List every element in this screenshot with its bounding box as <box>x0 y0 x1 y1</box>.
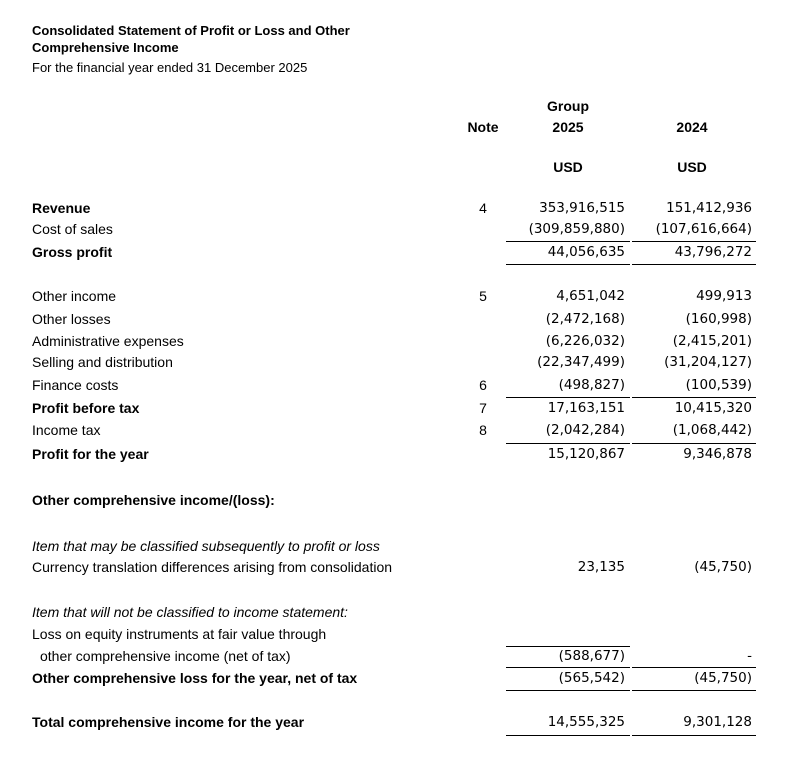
row-cost-of-sales <box>0 221 809 243</box>
subtotal-rule <box>632 443 756 444</box>
value-2025: 4,651,042 <box>556 288 625 304</box>
row-gross-profit <box>0 244 809 266</box>
value-2024: (160,998) <box>685 311 752 327</box>
value-2024: 10,415,320 <box>674 400 752 416</box>
row-currency-translation <box>0 559 809 581</box>
row-other-comprehensive-loss <box>0 670 809 692</box>
value-2024: (1,068,442) <box>672 422 752 438</box>
subsection-heading: Item that may be classified subsequently to profit or loss <box>32 538 380 554</box>
row-selling-and-distribution <box>0 354 809 376</box>
value-2025: 17,163,151 <box>547 400 625 416</box>
value-2024: (100,539) <box>685 377 752 393</box>
value-2025: 14,555,325 <box>547 714 625 730</box>
currency-current-header: USD <box>553 159 583 175</box>
row-label: Finance costs <box>32 377 119 393</box>
value-2025: 353,916,515 <box>539 200 625 216</box>
value-2025: 44,056,635 <box>547 244 625 260</box>
total-rule <box>632 735 756 736</box>
value-2025: (498,827) <box>558 377 625 393</box>
total-rule <box>632 264 756 265</box>
row-label: Other comprehensive loss for the year, net of tax <box>32 670 358 686</box>
value-2025: (2,042,284) <box>545 422 625 438</box>
subtotal-rule <box>632 241 756 242</box>
value-2024: (45,750) <box>694 670 752 686</box>
value-2025: (22,347,499) <box>537 354 625 370</box>
row-finance-costs <box>0 377 809 399</box>
subtotal-rule <box>506 397 630 398</box>
row-label: Profit for the year <box>32 446 149 462</box>
row-label: Revenue <box>32 200 91 216</box>
row-label: Other losses <box>32 311 111 327</box>
row-label: Cost of sales <box>32 221 113 237</box>
row-note: 8 <box>479 422 487 438</box>
statement-title-line-2: Comprehensive Income <box>32 40 179 55</box>
row-note: 7 <box>479 400 487 416</box>
value-2025: 15,120,867 <box>547 446 625 462</box>
row-profit-before-tax <box>0 400 809 422</box>
row-note: 6 <box>479 377 487 393</box>
row-profit-for-the-year <box>0 446 809 468</box>
group-header: Group <box>547 98 589 114</box>
row-other-losses <box>0 311 809 333</box>
subtotal-rule <box>506 667 630 668</box>
value-2024: (107,616,664) <box>655 221 752 237</box>
row-equity-instruments-line-1 <box>0 626 809 648</box>
subsection-heading: Item that will not be classified to income statement: <box>32 604 348 620</box>
total-rule <box>506 690 630 691</box>
value-2025: (2,472,168) <box>545 311 625 327</box>
value-2024: 499,913 <box>696 288 752 304</box>
year-current-header: 2025 <box>552 119 584 135</box>
statement-period: For the financial year ended 31 December 2025 <box>32 60 308 75</box>
row-label: other comprehensive income (net of tax) <box>40 648 291 664</box>
value-2025: 23,135 <box>577 559 625 575</box>
section-heading: Other comprehensive income/(loss): <box>32 492 275 508</box>
total-rule <box>506 735 630 736</box>
value-2024: 9,346,878 <box>683 446 752 462</box>
value-2025: (309,859,880) <box>528 221 625 237</box>
row-label: Other income <box>32 288 117 304</box>
row-administrative-expenses <box>0 333 809 355</box>
subtotal-rule <box>506 646 630 647</box>
value-2024: 9,301,128 <box>683 714 752 730</box>
value-2024: - <box>747 648 752 664</box>
value-2024: 151,412,936 <box>666 200 752 216</box>
row-non-reclassifiable-heading <box>0 604 809 626</box>
row-total-comprehensive-income <box>0 714 809 736</box>
row-label: Administrative expenses <box>32 333 184 349</box>
note-header: Note <box>467 119 499 135</box>
row-oci-heading <box>0 492 809 514</box>
total-rule <box>506 264 630 265</box>
row-label: Total comprehensive income for the year <box>32 714 305 730</box>
row-income-tax <box>0 422 809 444</box>
currency-prior-header: USD <box>677 159 707 175</box>
subtotal-rule <box>632 397 756 398</box>
row-label: Gross profit <box>32 244 113 260</box>
subtotal-rule <box>506 241 630 242</box>
year-prior-header: 2024 <box>676 119 708 135</box>
value-2024: 43,796,272 <box>674 244 752 260</box>
row-label: Profit before tax <box>32 400 140 416</box>
row-label: Selling and distribution <box>32 354 173 370</box>
row-other-income <box>0 288 809 310</box>
value-2025: (588,677) <box>558 648 625 664</box>
subtotal-rule <box>506 443 630 444</box>
value-2024: (2,415,201) <box>672 333 752 349</box>
value-2025: (565,542) <box>558 670 625 686</box>
statement-title-line-1: Consolidated Statement of Profit or Loss and Other <box>32 23 350 38</box>
row-label: Loss on equity instruments at fair value through <box>32 626 327 642</box>
row-note: 5 <box>479 288 487 304</box>
value-2024: (45,750) <box>694 559 752 575</box>
row-revenue <box>0 200 809 222</box>
subtotal-rule <box>632 667 756 668</box>
total-rule <box>632 690 756 691</box>
value-2024: (31,204,127) <box>664 354 752 370</box>
row-label: Currency translation differences arising from consolidation <box>32 559 393 575</box>
row-label: Income tax <box>32 422 101 438</box>
value-2025: (6,226,032) <box>545 333 625 349</box>
row-note: 4 <box>479 200 487 216</box>
row-reclassifiable-heading <box>0 538 809 560</box>
